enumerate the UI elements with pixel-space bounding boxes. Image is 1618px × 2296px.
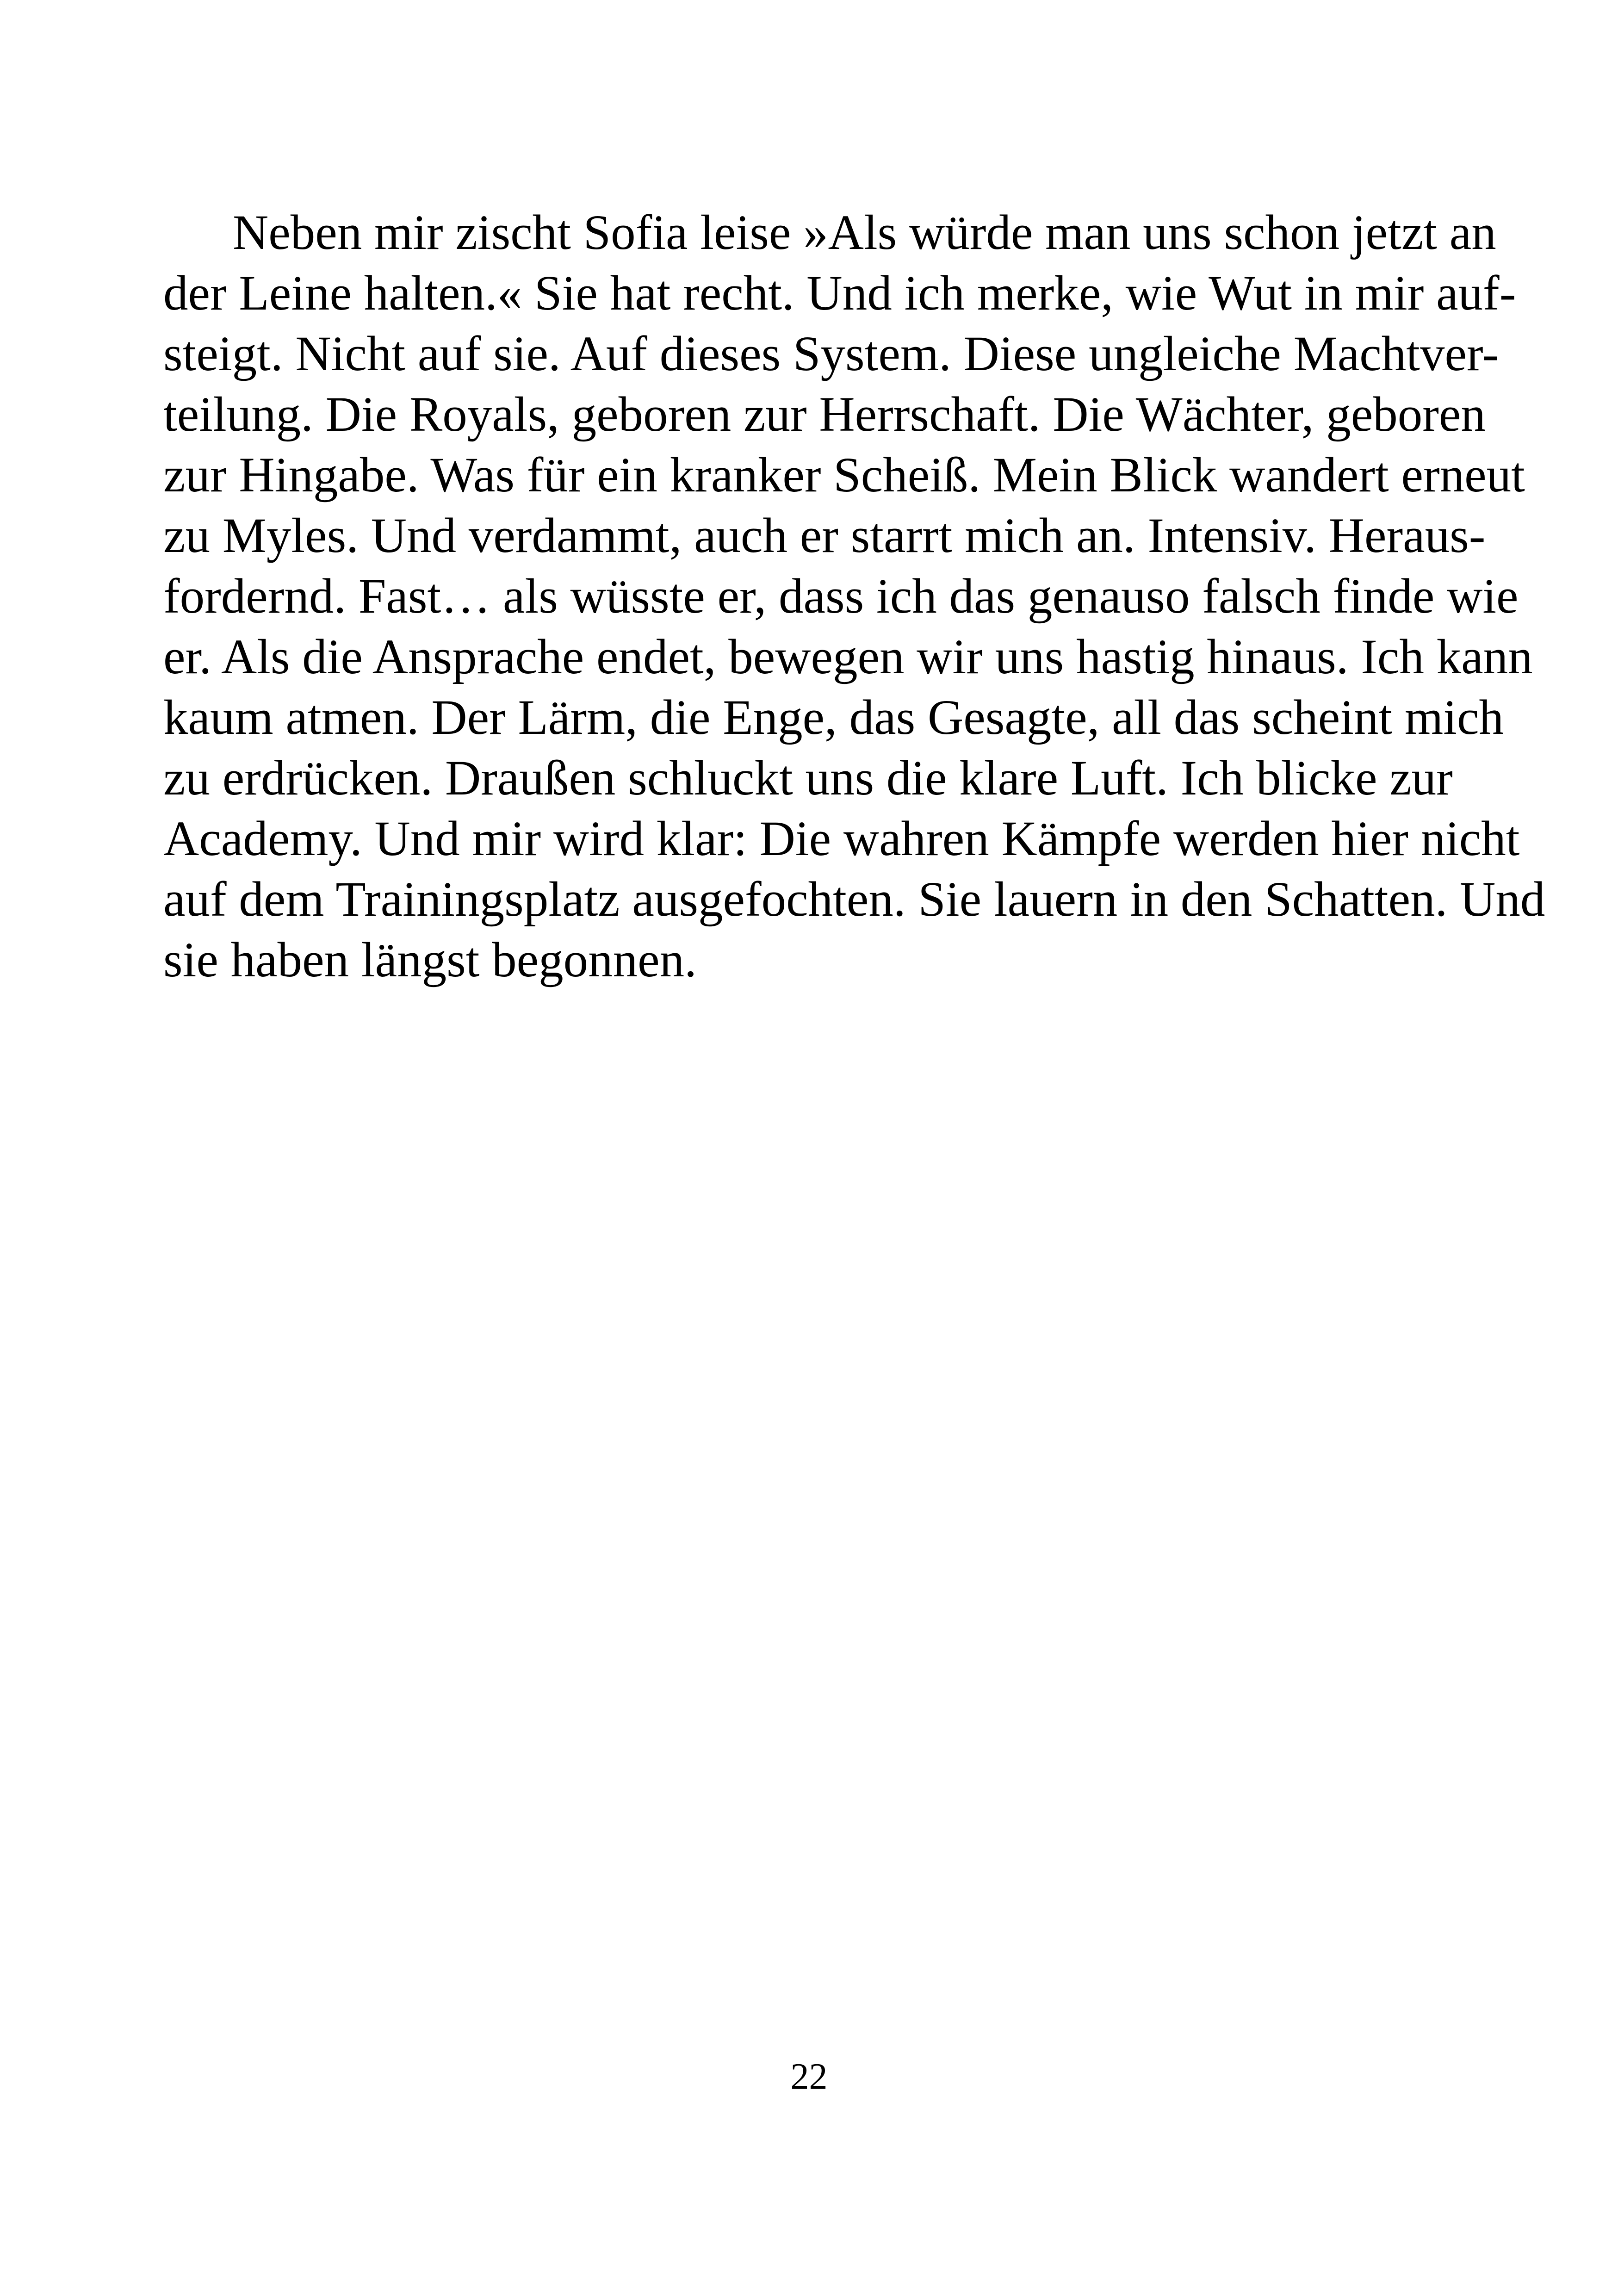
- text-line: Academy. Und mir wird klar: Die wahren Kämpfe werden hier nicht: [163, 812, 1520, 866]
- text-line: kaum atmen. Der Lärm, die Enge, das Gesagte, all das scheint mich: [163, 690, 1504, 745]
- text-line: zur Hingabe. Was für ein kranker Scheiß. Mein Blick wandert erneut: [163, 448, 1525, 503]
- page-number: 22: [790, 2056, 828, 2097]
- text-line: zu erdrücken. Draußen schluckt uns die klare Luft. Ich blicke zur: [163, 751, 1453, 806]
- text-line: steigt. Nicht auf sie. Auf dieses System. Diese ungleiche Machtver-: [163, 327, 1499, 381]
- body-paragraph: [163, 203, 1545, 991]
- text-line: sie haben längst begonnen.: [163, 933, 697, 987]
- text-line: der Leine halten.« Sie hat recht. Und ich merke, wie Wut in mir auf-: [163, 266, 1516, 321]
- text-line: auf dem Trainingsplatz ausgefochten. Sie lauern in den Schatten. Und: [163, 872, 1545, 927]
- text-line: er. Als die Ansprache endet, bewegen wir uns hastig hinaus. Ich kann: [163, 630, 1533, 684]
- text-line: teilung. Die Royals, geboren zur Herrschaft. Die Wächter, geboren: [163, 387, 1486, 442]
- text-line: Neben mir zischt Sofia leise »Als würde man uns schon jetzt an: [233, 205, 1496, 260]
- text-line: fordernd. Fast… als wüsste er, dass ich das genauso falsch finde wie: [163, 569, 1519, 624]
- text-line: zu Myles. Und verdammt, auch er starrt mich an. Intensiv. Heraus-: [163, 509, 1486, 563]
